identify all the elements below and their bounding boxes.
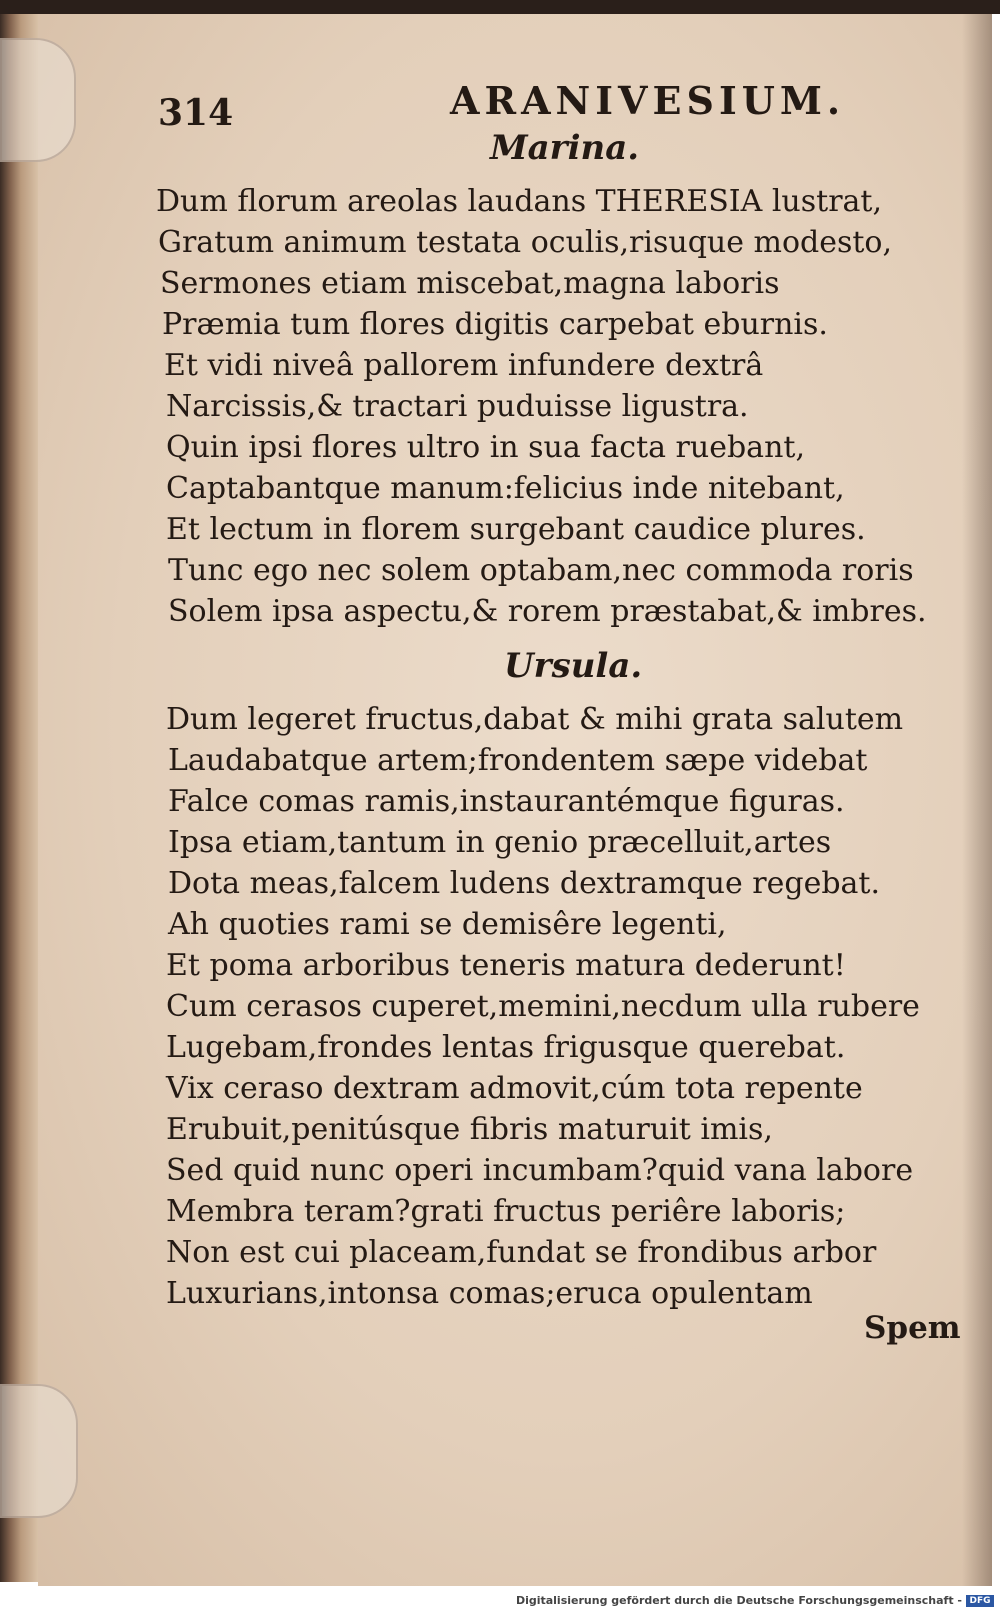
verse-line: Gratum animum testata oculis,risuque modesto,: [158, 225, 893, 260]
verse-line: Laudabatque artem;frondentem sæpe videbat: [168, 743, 868, 778]
verse-line: Luxurians,intonsa comas;eruca opulentam: [166, 1276, 813, 1311]
verse-line: Erubuit,penitúsque fibris maturuit imis,: [166, 1112, 773, 1147]
page-number: 314: [158, 92, 234, 134]
verse-line: Narcissis,& tractari puduisse ligustra.: [166, 389, 749, 424]
verse-line: Falce comas ramis,instaurantémque figuras.: [168, 784, 845, 819]
verse-line: Captabantque manum:felicius inde nitebant,: [166, 471, 845, 506]
page-clip-bottom: [0, 1384, 78, 1518]
book-top-edge: [0, 0, 1000, 14]
book-spine: [0, 14, 38, 1582]
verse-line: Dum legeret fructus,dabat & mihi grata salutem: [166, 702, 904, 737]
verse-line: Membra teram?grati fructus periêre laboris;: [166, 1194, 846, 1229]
section-title-ursula: Ursula.: [504, 646, 643, 686]
verse-line: Præmia tum flores digitis carpebat eburnis.: [162, 307, 828, 342]
verse-line: Non est cui placeam,fundat se frondibus arbor: [166, 1235, 877, 1270]
facing-page-shadow: [962, 14, 992, 1586]
page-clip-top: [0, 38, 76, 162]
verse-line: Et poma arboribus teneris matura dederunt!: [166, 948, 846, 983]
verse-line: Sed quid nunc operi incumbam?quid vana labore: [166, 1153, 914, 1188]
book-page: [38, 14, 992, 1586]
verse-line: Dum florum areolas laudans THERESIA lustrat,: [156, 184, 883, 219]
verse-line: Vix ceraso dextram admovit,cúm tota repente: [166, 1071, 863, 1106]
verse-line: Quin ipsi flores ultro in sua facta ruebant,: [166, 430, 805, 465]
verse-line: Cum cerasos cuperet,memini,necdum ulla rubere: [166, 989, 920, 1024]
verse-line: Lugebam,frondes lentas frigusque querebat.: [166, 1030, 846, 1065]
verse-line: Ipsa etiam,tantum in genio præcelluit,artes: [168, 825, 832, 860]
verse-line: Dota meas,falcem ludens dextramque regebat.: [168, 866, 881, 901]
catchword: Spem: [864, 1310, 961, 1346]
funding-credit: Digitalisierung gefördert durch die Deutsche Forschungsgemeinschaft -: [515, 1594, 962, 1607]
verse-line: Tunc ego nec solem optabam,nec commoda roris: [168, 553, 914, 588]
verse-line: Ah quoties rami se demisêre legenti,: [168, 907, 727, 942]
running-head: ARANIVESIUM.: [450, 78, 846, 123]
section-title-marina: Marina.: [490, 128, 640, 168]
verse-line: Et lectum in florem surgebant caudice plures.: [166, 512, 866, 547]
dfg-logo: DFG: [966, 1595, 994, 1607]
verse-line: Et vidi niveâ pallorem infundere dextrâ: [164, 348, 764, 383]
verse-line: Solem ipsa aspectu,& rorem præstabat,& imbres.: [168, 594, 927, 629]
verse-line: Sermones etiam miscebat,magna laboris: [160, 266, 780, 301]
